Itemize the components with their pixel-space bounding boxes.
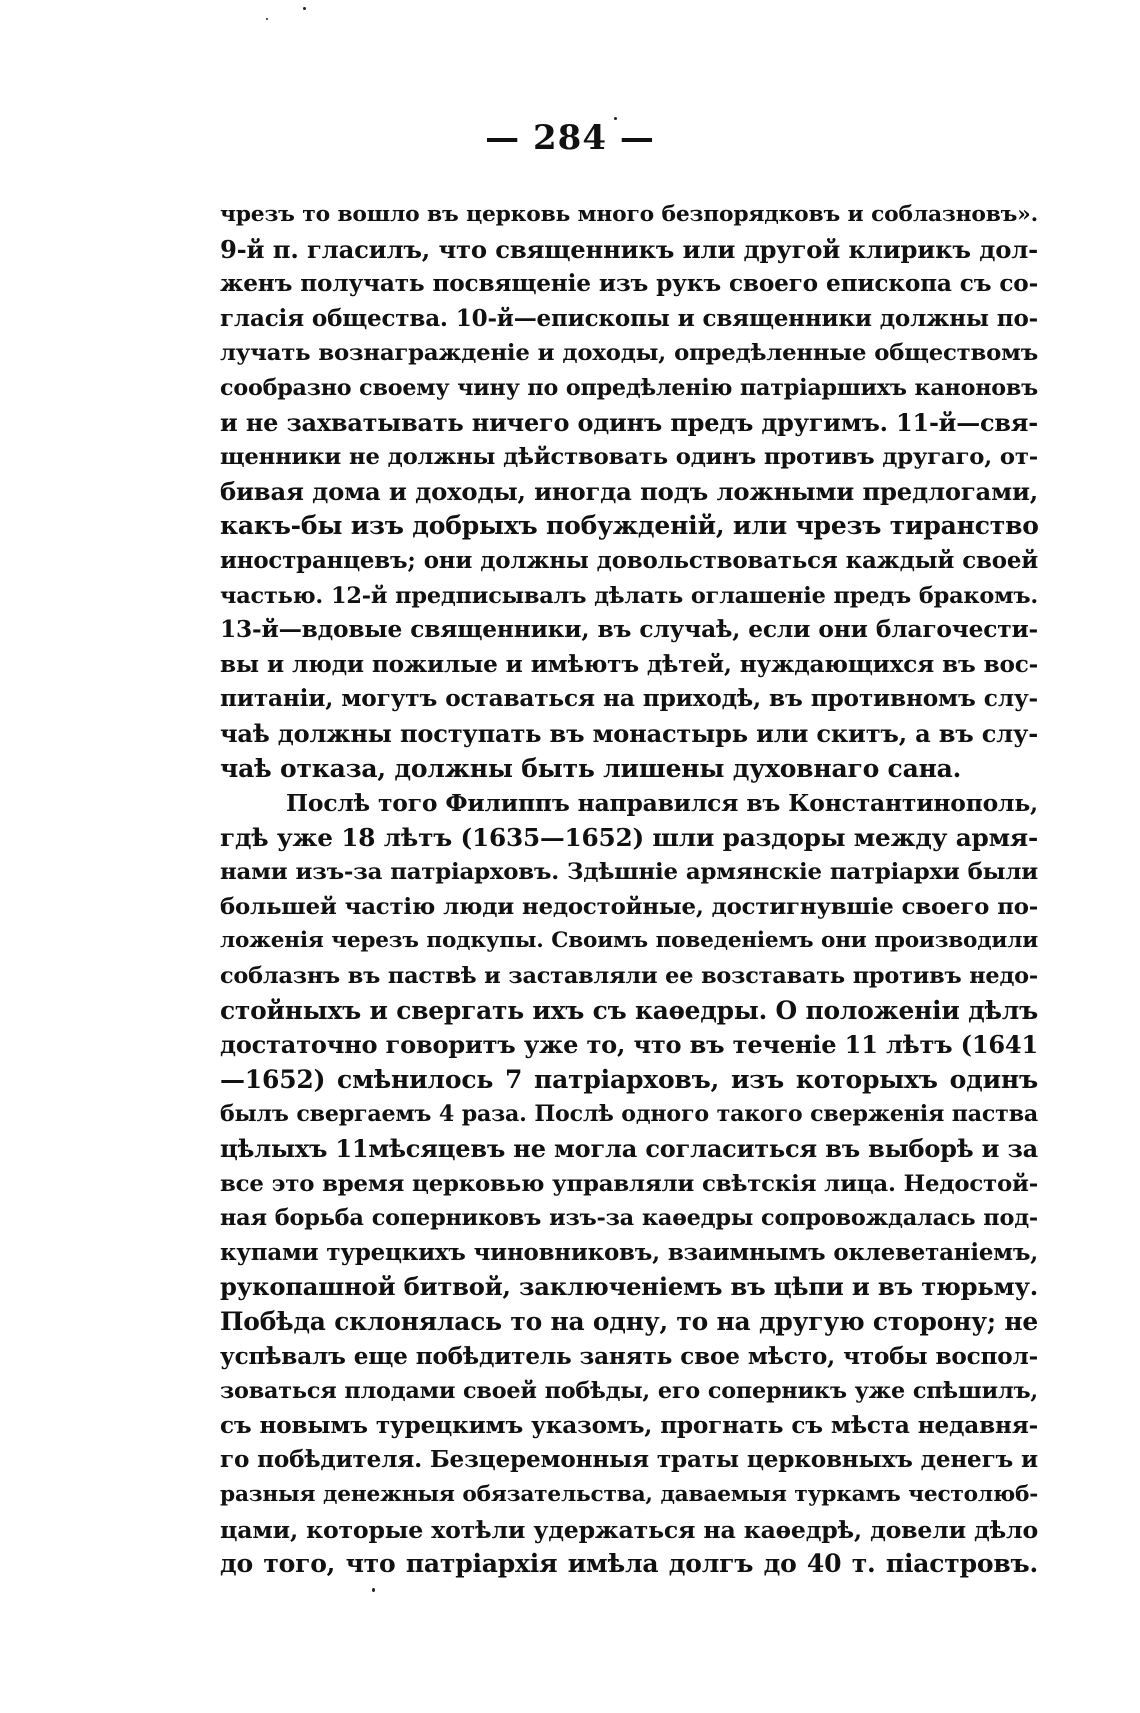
text-line: цами, которые хотѣли удержаться на каѳедрѣ, довели дѣло xyxy=(220,1515,1038,1544)
scan-speck xyxy=(303,7,306,10)
text-line: гдѣ уже 18 лѣтъ (1635—1652) шли раздоры между армя- xyxy=(220,822,1038,852)
text-line: бивая дома и доходы, иногда подъ ложными предлогами, xyxy=(220,476,1038,506)
text-line: чаѣ должны поступать въ монастырь или скитъ, а въ слу- xyxy=(220,718,1038,748)
body-text xyxy=(220,198,1038,1582)
text-line: съ новымъ турецкимъ указомъ, прогнать съ мѣста недавня- xyxy=(220,1411,1038,1439)
text-line: гласія общества. 10-й—епископы и священники должны по- xyxy=(220,304,1038,332)
scan-speck xyxy=(372,1588,375,1592)
text-line: вы и люди пожилые и имѣютъ дѣтей, нуждающихся въ вос- xyxy=(220,650,1038,678)
text-line: Побѣда склонялась то на одну, то на другую сторону; не xyxy=(220,1307,1038,1336)
text-line: лучать вознагражденіе и доходы, опредѣленные обществомъ xyxy=(220,340,1038,367)
text-line: купами турецкихъ чиновниковъ, взаимнымъ оклеветаніемъ, xyxy=(220,1238,1038,1266)
text-line: рукопашной битвой, заключеніемъ въ цѣпи и въ тюрьму. xyxy=(220,1272,1038,1302)
text-line: стойныхъ и свергать ихъ съ каѳедры. О положеніи дѣлъ xyxy=(220,995,1038,1025)
text-line: былъ свергаемъ 4 раза. Послѣ одного такого сверженія паства xyxy=(220,1101,1038,1128)
text-line: щенники не должны дѣйствовать одинъ противъ другаго, от- xyxy=(220,444,1038,471)
text-line: 13-й—вдовые священники, въ случаѣ, если они благочести- xyxy=(220,616,1038,644)
text-line: цѣлыхъ 11мѣсяцевъ не могла согласиться въ выборѣ и за xyxy=(220,1134,1038,1164)
text-line: го побѣдителя. Безцеремонныя траты церковныхъ денегъ и xyxy=(220,1446,1038,1474)
text-line: частью. 12-й предписывалъ дѣлать оглашеніе предъ бракомъ. xyxy=(220,582,1038,609)
text-line: нами изъ-за патріарховъ. Здѣшніе армянскіе патріархи были xyxy=(220,859,1038,886)
text-line: успѣвалъ еще побѣдитель занять свое мѣсто, чтобы воспол- xyxy=(220,1342,1038,1370)
text-line: —1652) смѣнилось 7 патріарховъ, изъ которыхъ одинъ xyxy=(220,1064,1038,1094)
text-line: иностранцевъ; они должны довольствоваться каждый своей xyxy=(220,546,1038,574)
text-line: соблазнъ въ паствѣ и заставляли ее возставать противъ недо- xyxy=(220,963,1038,990)
text-line: сообразно своему чину по опредѣленію патріаршихъ каноновъ xyxy=(220,374,1038,401)
text-line: большей частію люди недостойные, достигнувшіе своего по- xyxy=(220,893,1038,920)
scan-speck xyxy=(266,18,268,20)
text-line: 9-й п. гласилъ, что священникъ или другой клирикъ дол- xyxy=(220,234,1038,264)
page-number: — 284 — xyxy=(485,118,655,158)
text-line: до того, что патріархія имѣла долгъ до 40 т. піастровъ. xyxy=(220,1549,1038,1579)
text-line: разныя денежныя обязательства, даваемыя туркамъ честолюб- xyxy=(220,1481,1038,1507)
text-line: Послѣ того Филиппъ направился въ Константинополь, xyxy=(286,789,1038,818)
text-line: ная борьба соперниковъ изъ-за каѳедры сопровождалась под- xyxy=(220,1205,1038,1232)
text-line: какъ-бы изъ добрыхъ побужденій, или чрезъ тиранство xyxy=(220,511,1039,541)
text-line: питаніи, могутъ оставаться на приходѣ, въ противномъ слу- xyxy=(220,685,1038,713)
text-line: чрезъ то вошло въ церковь много безпорядковъ и соблазновъ». xyxy=(220,202,1038,227)
text-line: все это время церковью управляли свѣтскія лица. Недостой- xyxy=(220,1170,1038,1197)
text-line: чаѣ отказа, должны быть лишены духовнаго сана. xyxy=(220,753,962,783)
text-line: женъ получать посвященіе изъ рукъ своего епископа съ со- xyxy=(220,270,1038,298)
text-line: и не захватывать ничего одинъ предъ другимъ. 11-й—свя- xyxy=(220,408,1038,437)
text-line: достаточно говоритъ уже то, что въ теченіе 11 лѣтъ (1641 xyxy=(220,1030,1038,1060)
text-line: ложенія черезъ подкупы. Своимъ поведеніемъ они производили xyxy=(220,928,1038,954)
text-line: зоваться плодами своей побѣды, его соперникъ уже спѣшилъ, xyxy=(220,1378,1038,1405)
